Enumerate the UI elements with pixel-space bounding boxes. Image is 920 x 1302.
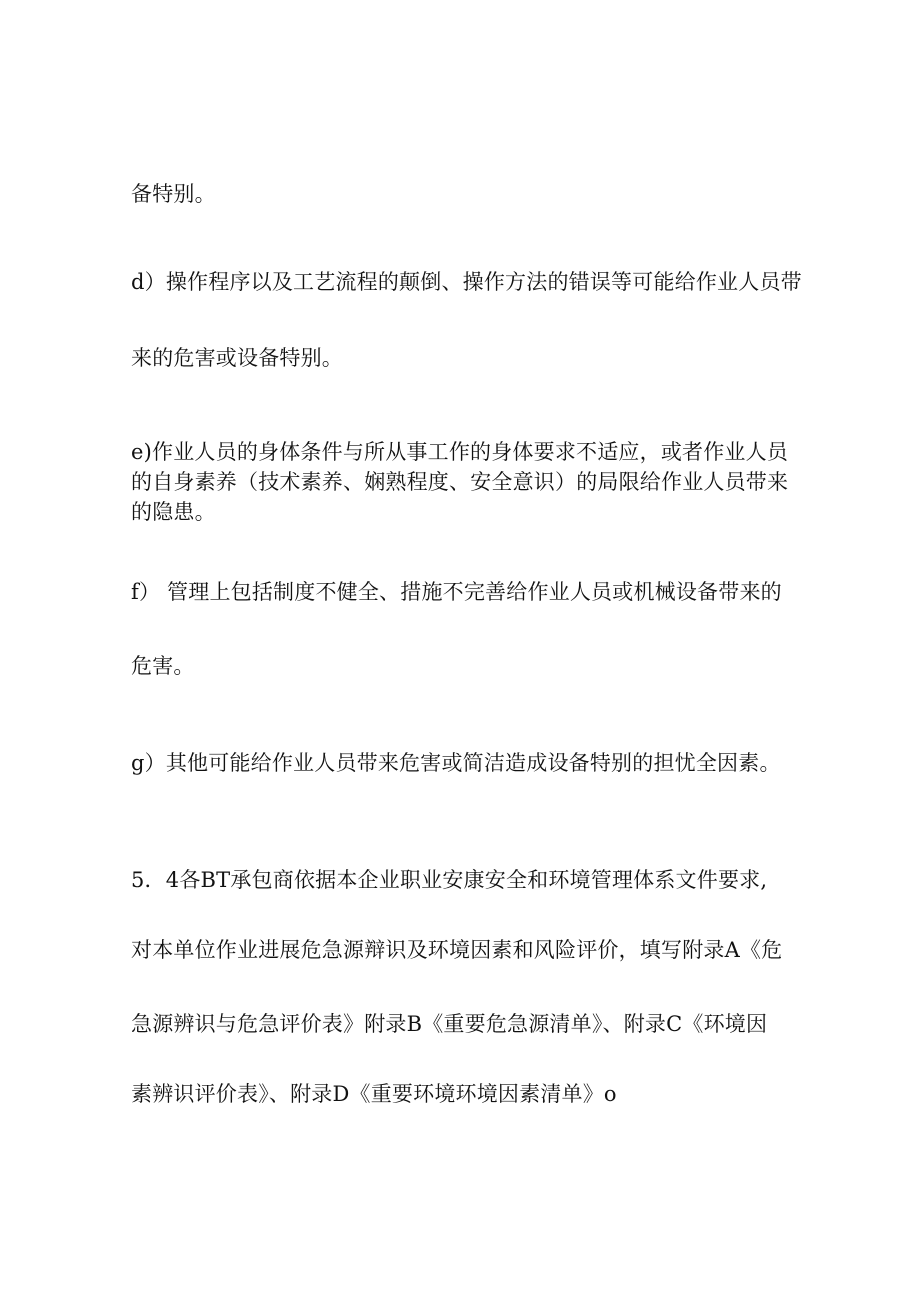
text-line: d）操作程序以及工艺流程的颠倒、操作方法的错误等可能给作业人员带	[131, 270, 802, 294]
text-line: 素辨识评价表》、附录D《重要环境环境因素清单》o	[131, 1082, 617, 1106]
text-line: 对本单位作业进展危急源辩识及环境因素和风险评价，填写附录A《危	[131, 938, 783, 962]
text-line: 的隐患。	[131, 500, 216, 524]
text-line: 急源辨识与危急评价表》附录B《重要危急源清单》、附录C《环境因	[131, 1012, 768, 1036]
text-line: g）其他可能给作业人员带来危害或简洁造成设备特别的担忧全因素。	[131, 751, 781, 775]
text-line: 危害。	[131, 654, 195, 678]
text-line: f） 管理上包括制度不健全、措施不完善给作业人员或机械设备带来的	[131, 580, 782, 604]
text-line: 5．4各BT承包商依据本企业职业安康安全和环境管理体系文件要求,	[131, 868, 768, 892]
text-line: e)作业人员的身体条件与所从事工作的身体要求不适应，或者作业人员	[131, 440, 789, 464]
text-line: 的自身素养（技术素养、娴熟程度、安全意识）的局限给作业人员带来	[131, 470, 789, 494]
text-line: 备特别。	[131, 182, 216, 206]
text-line: 来的危害或设备特别。	[131, 346, 343, 370]
